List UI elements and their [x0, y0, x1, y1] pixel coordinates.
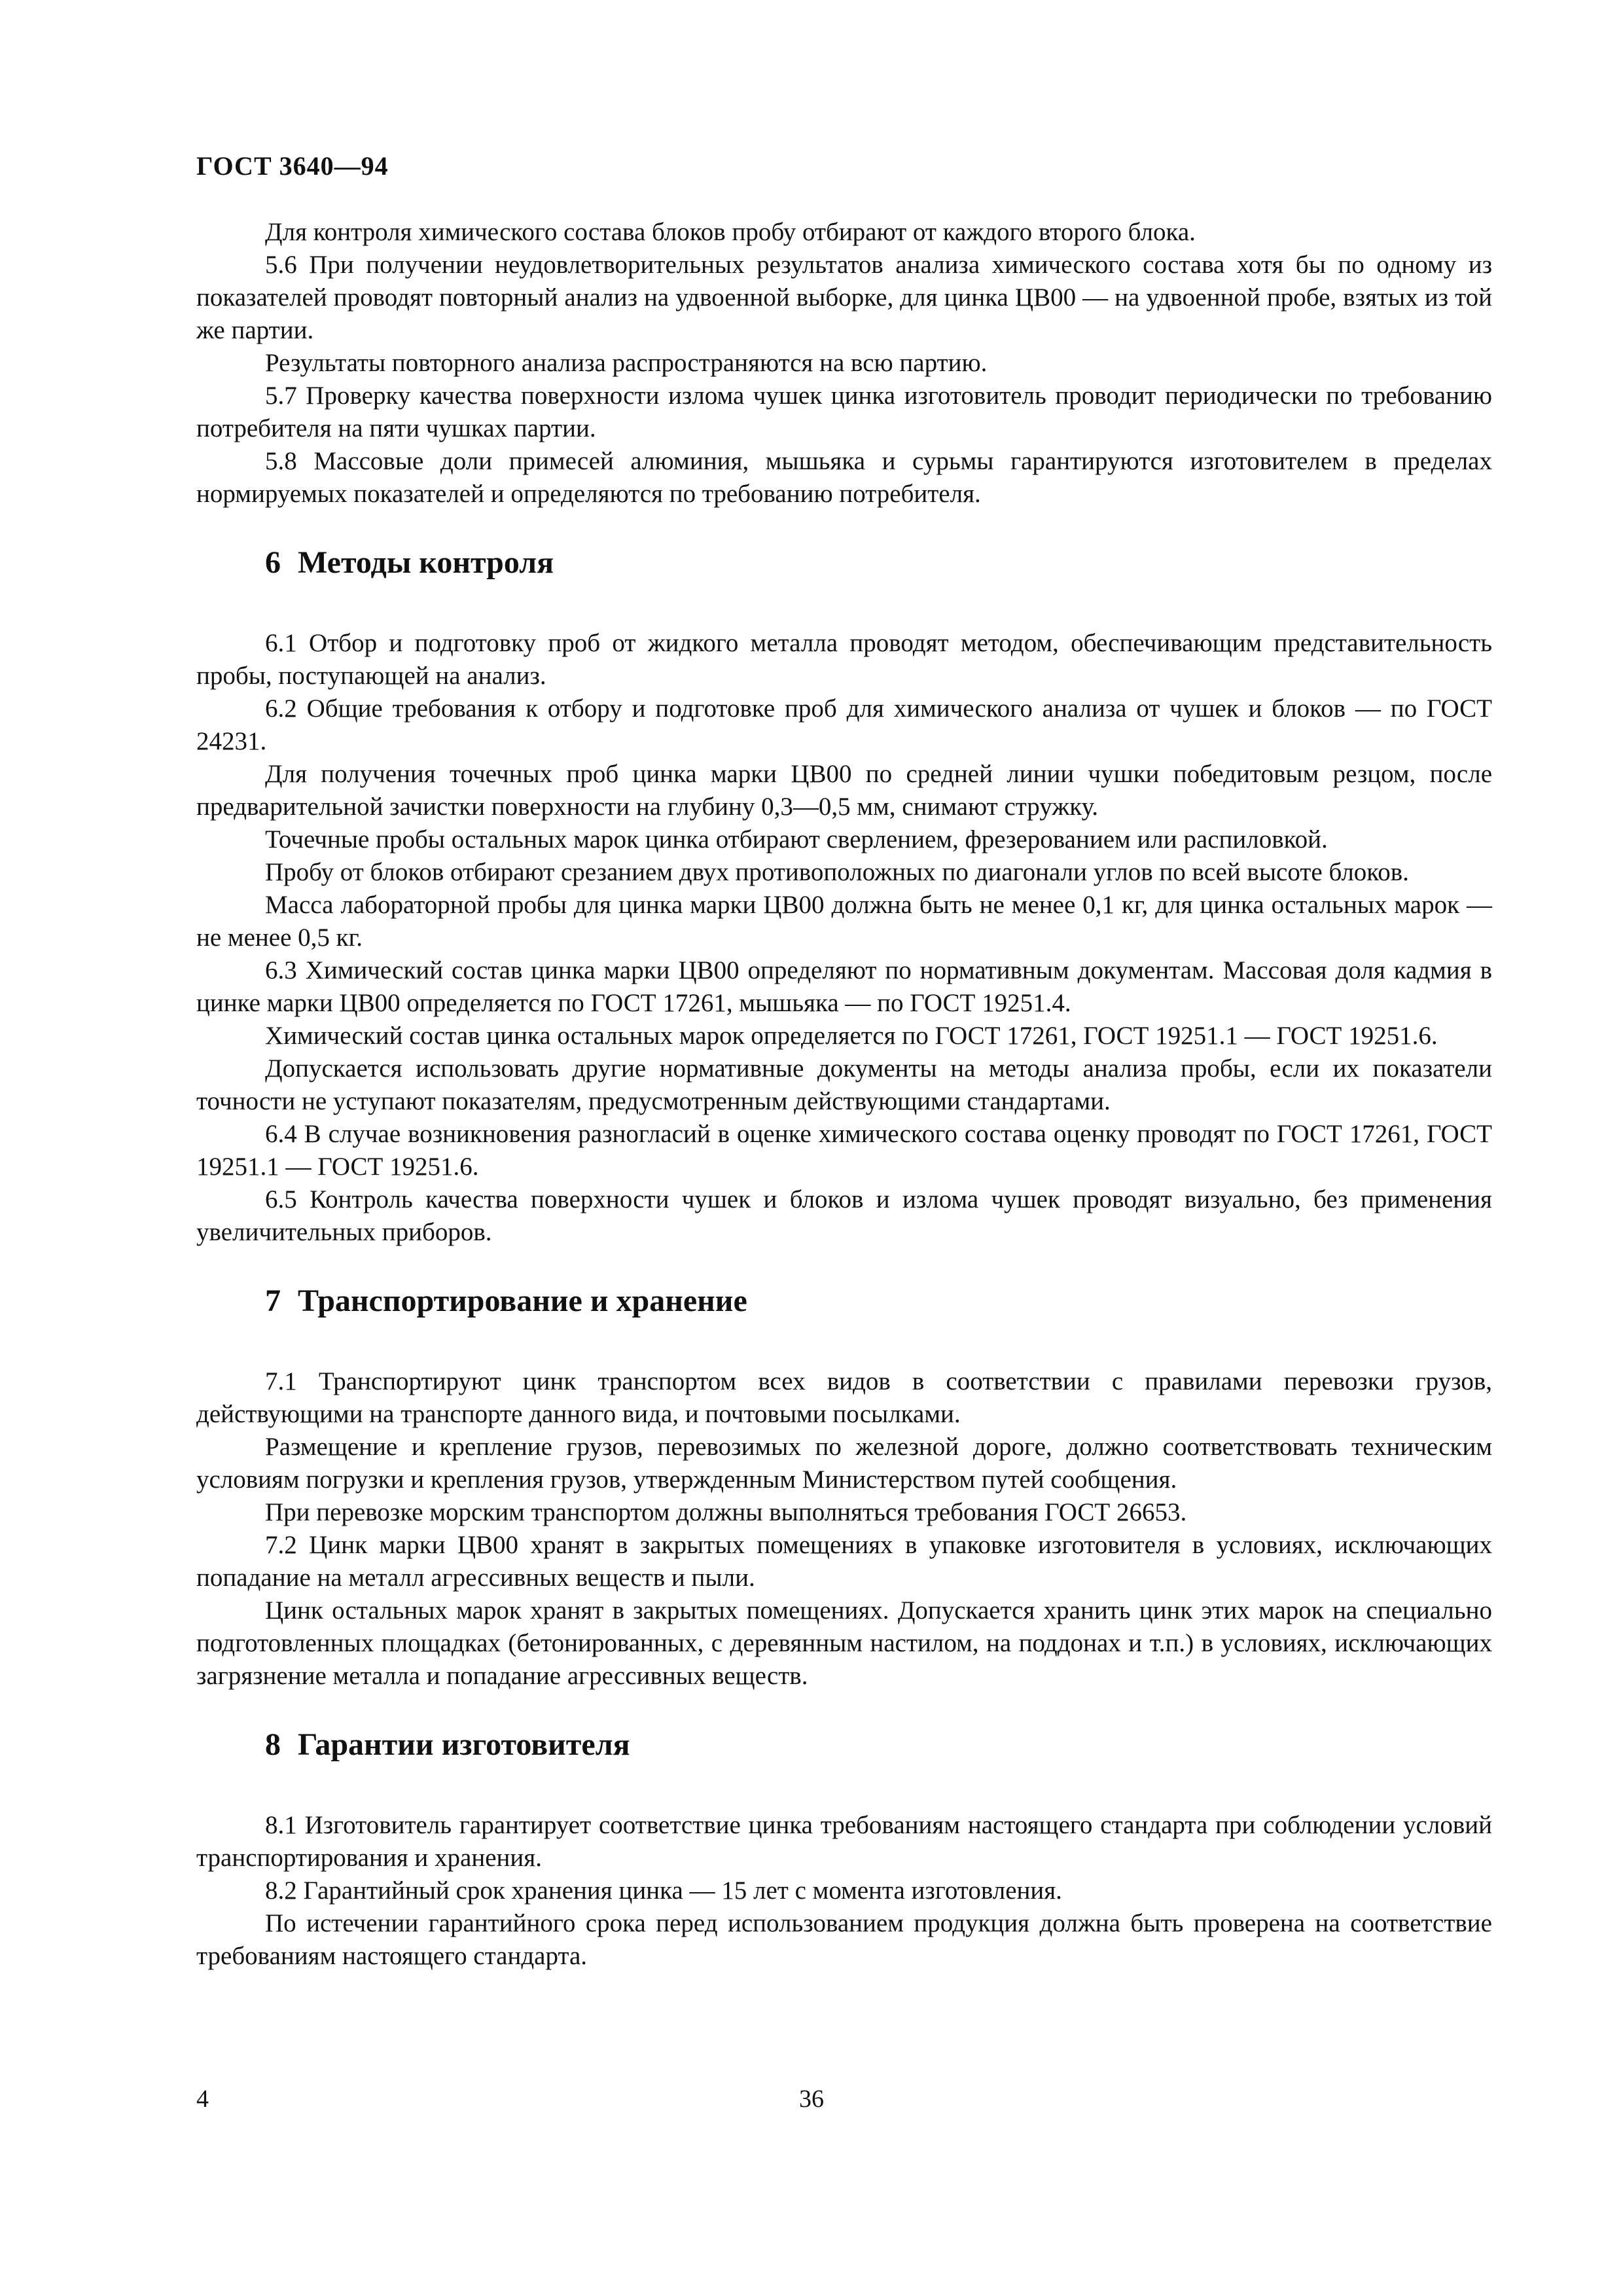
paragraph: Цинк остальных марок хранят в закрытых помещениях. Допускается хранить цинк этих марок на специально подготовленных площадках (бетонированных, с деревянным настилом, на поддонах и т.п.) в условиях, исключающих загрязнение металла и попадание агрессивных веществ.	[196, 1596, 1492, 1690]
paragraph: 7.2 Цинк марки ЦВ00 хранят в закрытых помещениях в упаковке изготовителя в условиях, исключающих попадание на металл агрессивных веществ и пыли.	[196, 1531, 1492, 1592]
paragraph: 7.1 Транспортируют цинк транспортом всех видов в соответствии с правилами перевозки грузов, действующими на транспорте данного вида, и почтовыми посылками.	[196, 1367, 1492, 1428]
paragraph: 6.4 В случае возникновения разногласий в оценке химического состава оценку проводят по ГОСТ 17261, ГОСТ 19251.1 — ГОСТ 19251.6.	[196, 1120, 1492, 1181]
section-7	[196, 1283, 1492, 1693]
section-number: 7	[265, 1283, 281, 1318]
section-number: 8	[265, 1727, 281, 1762]
paragraph: Масса лабораторной пробы для цинка марки ЦВ00 должна быть не менее 0,1 кг, для цинка остальных марок — не менее 0,5 кг.	[196, 891, 1492, 952]
paragraph: При перевозке морским транспортом должны выполняться требования ГОСТ 26653.	[265, 1498, 1187, 1526]
section-6	[196, 545, 1492, 1249]
paragraph: Точечные пробы остальных марок цинка отбирают сверлением, фрезерованием или распиловкой.	[265, 825, 1328, 853]
document-page	[196, 151, 1492, 1973]
section-number: 6	[265, 545, 281, 580]
paragraph: 8.1 Изготовитель гарантирует соответствие цинка требованиям настоящего стандарта при соблюдении условий транспортирования и хранения.	[196, 1811, 1492, 1872]
paragraph: 6.1 Отбор и подготовку проб от жидкого металла проводят методом, обеспечивающим представительность пробы, поступающей на анализ.	[196, 629, 1492, 690]
paragraph: Химический состав цинка остальных марок определяется по ГОСТ 17261, ГОСТ 19251.1 — ГОСТ 19251.6.	[265, 1022, 1438, 1050]
section-title	[196, 1727, 1492, 1763]
paragraph: Размещение и крепление грузов, перевозимых по железной дороге, должно соответствовать техническим условиям погрузки и крепления грузов, утвержденным Министерством путей сообщения.	[196, 1433, 1492, 1494]
paragraph: Для контроля химического состава блоков пробу отбирают от каждого второго блока.	[265, 218, 1196, 246]
paragraph: 5.6 При получении неудовлетворительных результатов анализа химического состава хотя бы по одному из показателей проводят повторный анализ на удвоенной выборке, для цинка ЦВ00 — на удвоенной пробе, взятых из той же партии.	[196, 251, 1492, 344]
paragraph: 6.2 Общие требования к отбору и подготовке проб для химического анализа от чушек и блоков — по ГОСТ 24231.	[196, 694, 1492, 755]
section-heading: Гарантии изготовителя	[298, 1727, 630, 1762]
section-8	[196, 1727, 1492, 1973]
paragraph: Результаты повторного анализа распространяются на всю партию.	[265, 349, 988, 377]
intro-block	[196, 216, 1492, 511]
paragraph: 8.2 Гарантийный срок хранения цинка — 15 лет с момента изготовления.	[265, 1876, 1062, 1905]
paragraph: 6.5 Контроль качества поверхности чушек и блоков и излома чушек проводят визуально, без применения увеличительных приборов.	[196, 1185, 1492, 1246]
sheet-number: 36	[799, 2085, 824, 2113]
paragraph: 5.7 Проверку качества поверхности излома чушек цинка изготовитель проводит периодически по требованию потребителя на пяти чушках партии.	[196, 382, 1492, 442]
section-heading: Методы контроля	[298, 545, 554, 580]
section-heading: Транспортирование и хранение	[298, 1283, 747, 1318]
paragraph: Допускается использовать другие нормативные документы на методы анализа пробы, если их показатели точности не уступают показателям, предусмотренным действующими стандартами.	[196, 1054, 1492, 1115]
paragraph: Для получения точечных проб цинка марки ЦВ00 по средней линии чушки победитовым резцом, после предварительной зачистки поверхности на глубину 0,3—0,5 мм, снимают стружку.	[196, 760, 1492, 821]
page-number: 4	[196, 2085, 209, 2113]
paragraph: По истечении гарантийного срока перед использованием продукция должна быть проверена на соответствие требованиям настоящего стандарта.	[196, 1909, 1492, 1970]
paragraph: 5.8 Массовые доли примесей алюминия, мышьяка и сурьмы гарантируются изготовителем в пределах нормируемых показателей и определяются по требованию потребителя.	[196, 447, 1492, 508]
document-header: ГОСТ 3640—94	[196, 151, 389, 181]
paragraph: 6.3 Химический состав цинка марки ЦВ00 определяют по нормативным документам. Массовая доля кадмия в цинке марки ЦВ00 определяется по ГОСТ 17261, мышьяка — по ГОСТ 19251.4.	[196, 956, 1492, 1017]
paragraph: Пробу от блоков отбирают срезанием двух противоположных по диагонали углов по всей высоте блоков.	[265, 858, 1409, 886]
section-title	[196, 545, 1492, 581]
section-title	[196, 1283, 1492, 1319]
